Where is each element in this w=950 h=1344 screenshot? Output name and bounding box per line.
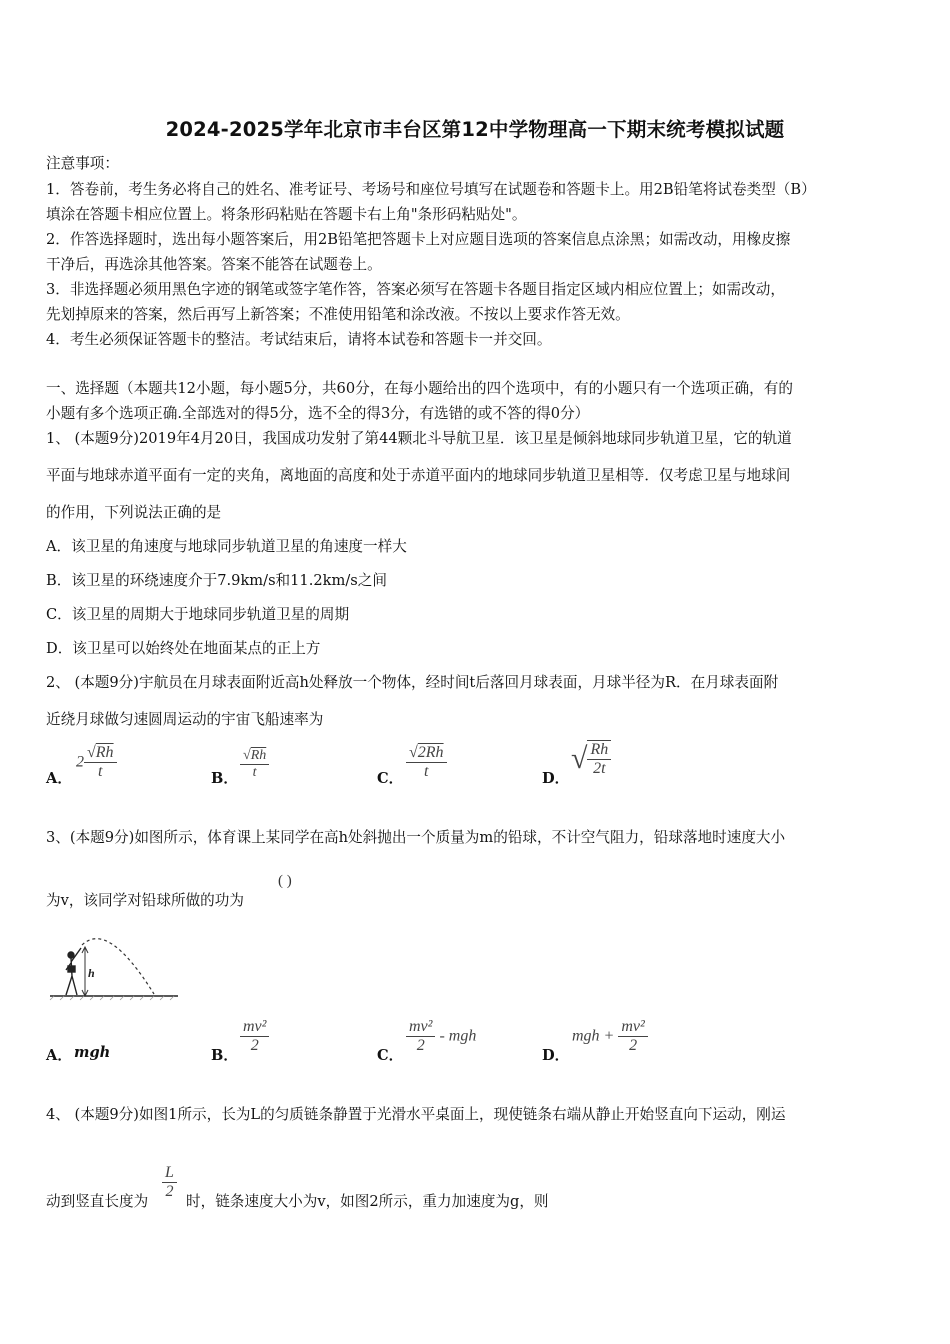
formula-radicand: 2Rh	[417, 744, 444, 761]
q2-option-a-formula: 2 $\frac{√Rh}{t}$	[76, 744, 117, 781]
question-2-text: 近绕月球做匀速圆周运动的宇宙飞船速率为	[46, 711, 324, 728]
question-4-text-pre: 动到竖直长度为	[46, 1193, 149, 1210]
formula-den: 2	[618, 1036, 647, 1055]
q2-option-b-label: B．	[211, 770, 238, 787]
question-1-text: 1、 (本题9分)2019年4月20日，我国成功发射了第44颗北斗导航卫星．该卫星是倾斜地球同步轨道卫星，它的轨道	[46, 430, 792, 447]
notice-line: 填涂在答题卡相应位置上。将条形码粘贴在答题卡右上角"条形码粘贴处"。	[46, 206, 527, 223]
section-heading: 一、选择题（本题共12小题，每小题5分，共60分，在每小题给出的四个选项中，有的小题只有一个选项正确，有的	[46, 380, 793, 397]
formula-num: mv²	[621, 1018, 645, 1035]
question-2-text: 2、 (本题9分)宇航员在月球表面附近高h处释放一个物体，经时间t后落回月球表面，月球半径为R．在月球表面附	[46, 674, 779, 691]
notice-heading: 注意事项：	[46, 155, 119, 172]
q2-option-a-label: A．	[46, 770, 72, 787]
formula-den: t	[84, 762, 117, 781]
answer-paren: ( )	[278, 873, 292, 889]
q4-fraction	[162, 1164, 177, 1201]
q1-option-a: A．该卫星的角速度与地球同步轨道卫星的角速度一样大	[46, 538, 407, 555]
section-heading: 小题有多个选项正确.全部选对的得5分，选不全的得3分，有选错的或不答的得0分）	[46, 405, 590, 422]
shot-put-figure	[46, 930, 181, 1002]
formula-num: mv²	[409, 1018, 433, 1035]
q2-option-c-formula: $\frac{√2Rh}{t}$	[406, 744, 447, 781]
q3-option-c-label: C．	[377, 1047, 404, 1064]
formula-radicand: Rh	[250, 748, 267, 763]
question-4-text-post: 时，链条速度大小为v，如图2所示，重力加速度为g，则	[186, 1193, 549, 1210]
q3-option-a-label: A．	[46, 1047, 72, 1064]
formula-num: Rh	[590, 741, 609, 758]
notice-line: 1．答卷前，考生务必将自己的姓名、准考证号、考场号和座位号填写在试题卷和答题卡上。用2B铅笔将试卷类型（B）	[46, 181, 816, 198]
q2-option-c-label: C．	[377, 770, 404, 787]
notice-line: 3．非选择题必须用黑色字迹的钢笔或签字笔作答，答案必须写在答题卡各题目指定区域内相应位置上；如需改动，	[46, 281, 785, 298]
formula-den: t	[406, 762, 447, 781]
notice-line: 2．作答选择题时，选出每小题答案后，用2B铅笔把答题卡上对应题目选项的答案信息点涂黑；如需改动，用橡皮擦	[46, 231, 791, 248]
q2-option-d-label: D．	[542, 770, 570, 787]
formula-den: 2	[240, 1036, 269, 1055]
athlete-figure	[66, 948, 81, 995]
q3-option-b-label: B．	[211, 1047, 238, 1064]
formula-head: mgh +	[572, 1027, 615, 1045]
q1-option-d: D．该卫星可以始终处在地面某点的正上方	[46, 640, 321, 657]
q3-option-b-formula	[240, 1018, 269, 1055]
question-4-text: 4、 (本题9分)如图1所示，长为L的匀质链条静置于光滑水平桌面上，现使链条右端从静止开始竖直向下运动，刚运	[46, 1106, 786, 1123]
notice-line: 干净后，再选涂其他答案。答案不能答在试题卷上。	[46, 256, 382, 273]
question-3-text: 3、(本题9分)如图所示，体育课上某同学在高h处斜抛出一个质量为m的铅球，不计空气阻力，铅球落地时速度大小	[46, 829, 786, 846]
q2-option-d-formula: √ $\frac{Rh}{2t}$	[571, 740, 611, 778]
q3-option-d-formula	[572, 1018, 648, 1055]
formula-num: L	[165, 1164, 174, 1181]
formula-radicand: Rh	[95, 744, 114, 761]
q2-option-b-formula: $\frac{√Rh}{t}$	[240, 748, 269, 781]
height-label: h	[88, 966, 95, 980]
question-3-text: 为v，该同学对铅球所做的功为	[46, 892, 244, 909]
formula-coef: 2	[76, 753, 84, 771]
q3-option-d-label: D．	[542, 1047, 570, 1064]
q3-option-c-formula	[406, 1018, 476, 1055]
question-1-text: 平面与地球赤道平面有一定的夹角，离地面的高度和处于赤道平面内的地球同步轨道卫星相等．仅考虑卫星与地球间	[46, 467, 791, 484]
formula-den: 2	[162, 1182, 177, 1201]
formula-den: 2t	[587, 759, 611, 778]
page-title: 2024-2025学年北京市丰台区第12中学物理高一下期末统考模拟试题	[165, 118, 785, 141]
question-1-text: 的作用，下列说法正确的是	[46, 504, 222, 521]
formula-num: mv²	[243, 1018, 267, 1035]
q3-option-a-formula: mgh	[74, 1044, 111, 1061]
notice-line: 4．考生必须保证答题卡的整洁。考试结束后，请将本试卷和答题卡一并交回。	[46, 331, 552, 348]
q1-option-b: B．该卫星的环绕速度介于7.9km/s和11.2km/s之间	[46, 572, 387, 589]
q1-option-c: C．该卫星的周期大于地球同步轨道卫星的周期	[46, 606, 350, 623]
formula-tail: - mgh	[439, 1027, 477, 1045]
notice-line: 先划掉原来的答案，然后再写上新答案；不准使用铅笔和涂改液。不按以上要求作答无效。	[46, 306, 630, 323]
formula-den: t	[240, 764, 269, 781]
formula-den: 2	[406, 1036, 435, 1055]
